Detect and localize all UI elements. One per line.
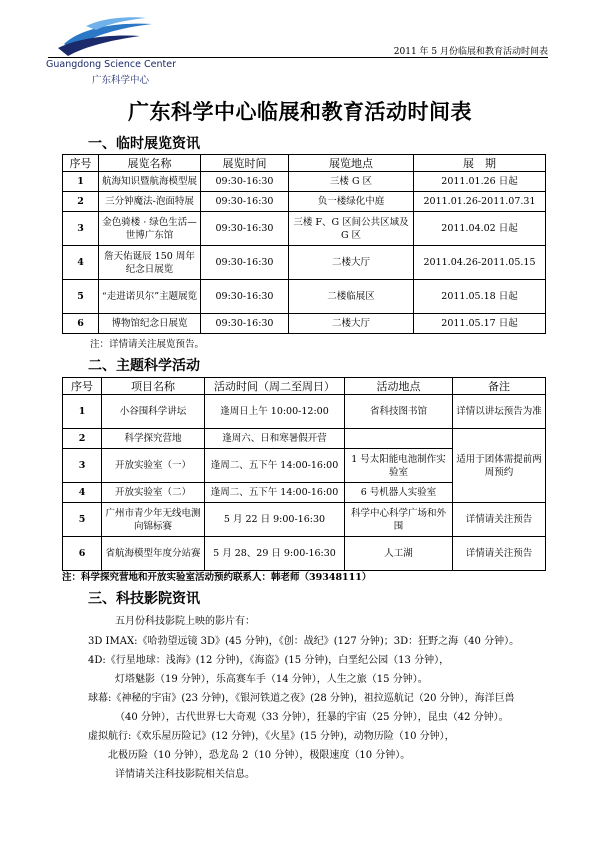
film-intro: 五月份科技影院上映的影片有： — [115, 616, 255, 627]
row-remark: 详情以讲坛预告为准 — [453, 395, 546, 429]
row-no: 4 — [63, 246, 99, 280]
film-line-3d: 3D IMAX:《哈勃望远镜 3D》(45 分钟)，《创：战纪》(127 分钟)；3D：狂野之海（40 分钟）。 — [88, 636, 520, 647]
row-period: 2011.05.18 日起 — [414, 280, 546, 314]
row-place: 三楼 G 区 — [289, 172, 414, 192]
row-place: 负一楼绿化中庭 — [289, 192, 414, 212]
header-time: 展览时间 — [201, 155, 289, 172]
table-header-row — [63, 155, 546, 172]
row-name: 省航海模型年度分站赛 — [102, 537, 205, 571]
logo-swoosh-icon — [56, 14, 156, 58]
row-place — [345, 429, 453, 449]
table-row — [63, 314, 546, 334]
row-no: 2 — [63, 192, 99, 212]
table-row — [63, 172, 546, 192]
film-line-dome: 球幕:《神秘的宇宙》(23 分钟)，《银河铁道之夜》(28 分钟)，祖拉巡航记（20 分钟），海洋巨兽 — [88, 693, 515, 704]
header-no: 序号 — [63, 155, 99, 172]
row-place: 三楼 F、G 区间公共区域及 G 区 — [289, 212, 414, 246]
row-no: 6 — [63, 537, 102, 571]
row-time: 09:30-16:30 — [201, 212, 289, 246]
table-row — [63, 503, 546, 537]
row-time: 09:30-16:30 — [201, 314, 289, 334]
row-name: 广州市青少年无线电测向锦标赛 — [102, 503, 205, 537]
section2-note: 注：科学探究营地和开放实验室活动预约联系人：韩老师（39348111） — [62, 572, 372, 583]
row-name: 开放实验室（二） — [102, 483, 205, 503]
activity-table — [62, 377, 546, 571]
film-line-virtual: 虚拟航行:《欢乐屋历险记》(12 分钟)，《火星》(15 分钟)，动物历险（10 分钟）， — [88, 731, 455, 742]
row-place: 二楼临展区 — [289, 280, 414, 314]
row-place: 省科技图书馆 — [345, 395, 453, 429]
section3-heading: 三、科技影院资讯 — [88, 591, 200, 607]
table-row — [63, 192, 546, 212]
table-row — [63, 280, 546, 314]
table-row — [63, 429, 546, 449]
row-no: 3 — [63, 212, 99, 246]
row-name: 科学探究营地 — [102, 429, 205, 449]
row-place: 1 号太阳能电池制作实验室 — [345, 449, 453, 483]
row-time: 逢周六、日和寒暑假开营 — [205, 429, 345, 449]
table-row — [63, 395, 546, 429]
row-name: “走进诺贝尔”主题展览 — [99, 280, 201, 314]
section1-note: 注：详情请关注展览预告。 — [90, 339, 205, 350]
section1-heading: 一、临时展览资讯 — [88, 136, 200, 152]
table-row — [63, 212, 546, 246]
header-period: 展 期 — [414, 155, 546, 172]
row-period: 2011.04.02 日起 — [414, 212, 546, 246]
row-name: 三分钟魔法-泡面特展 — [99, 192, 201, 212]
row-no: 1 — [63, 172, 99, 192]
row-remark: 详情请关注预告 — [453, 503, 546, 537]
row-no: 1 — [63, 395, 102, 429]
row-place: 科学中心科学广场和外围 — [345, 503, 453, 537]
logo-text-cn: 广东科学中心 — [92, 75, 150, 86]
row-name: 小谷围科学讲坛 — [102, 395, 205, 429]
row-no: 4 — [63, 483, 102, 503]
film-line-dome-cont: （40 分钟），古代世界七大奇观（33 分钟），狂暴的宇宙（25 分钟），昆虫（42 分钟）。 — [115, 712, 509, 723]
row-time: 09:30-16:30 — [201, 280, 289, 314]
film-line-virtual-cont: 北极历险（10 分钟），恐龙岛 2（10 分钟），极限速度（10 分钟）。 — [108, 750, 411, 761]
row-time: 5 月 28、29 日 9:00-16:30 — [205, 537, 345, 571]
page-title: 广东科学中心临展和教育活动时间表 — [128, 99, 472, 124]
film-line-4d-cont: 灯塔魅影（19 分钟），乐高赛车手（14 分钟），人生之旅（15 分钟）。 — [115, 674, 428, 685]
section2-heading: 二、主题科学活动 — [88, 358, 200, 374]
table-header-row — [63, 378, 546, 395]
row-time: 逢周日上午 10:00-12:00 — [205, 395, 345, 429]
row-place: 二楼大厅 — [289, 246, 414, 280]
row-time: 09:30-16:30 — [201, 172, 289, 192]
row-time: 逢周二、五下午 14:00-16:00 — [205, 449, 345, 483]
row-period: 2011.01.26 日起 — [414, 172, 546, 192]
row-no: 3 — [63, 449, 102, 483]
header-name: 展览名称 — [99, 155, 201, 172]
row-name: 航海知识暨航海模型展 — [99, 172, 201, 192]
row-no: 6 — [63, 314, 99, 334]
row-remark: 详情请关注预告 — [453, 537, 546, 571]
row-no: 5 — [63, 280, 99, 314]
film-line-4d: 4D:《行星地球：浅海》(12 分钟)，《海盗》(15 分钟)，白垩纪公园（13 分钟）， — [88, 655, 450, 666]
row-no: 2 — [63, 429, 102, 449]
row-time: 09:30-16:30 — [201, 246, 289, 280]
logo-text-en: Guangdong Science Center — [46, 59, 176, 70]
table-row — [63, 537, 546, 571]
row-place: 人工湖 — [345, 537, 453, 571]
row-period: 2011.05.17 日起 — [414, 314, 546, 334]
header-note: 2011 年 5 月份临展和教育活动时间表 — [393, 47, 548, 57]
header-no: 序号 — [63, 378, 102, 395]
row-time: 09:30-16:30 — [201, 192, 289, 212]
header-name: 项目名称 — [102, 378, 205, 395]
header-place: 展览地点 — [289, 155, 414, 172]
row-name: 开放实验室（一） — [102, 449, 205, 483]
row-no: 5 — [63, 503, 102, 537]
table-row — [63, 246, 546, 280]
row-place: 二楼大厅 — [289, 314, 414, 334]
row-name: 博物馆纪念日展览 — [99, 314, 201, 334]
film-footer-note: 详情请关注科技影院相关信息。 — [115, 769, 255, 780]
row-time: 逢周二、五下午 14:00-16:00 — [205, 483, 345, 503]
row-period: 2011.04.26-2011.05.15 — [414, 246, 546, 280]
row-time: 5 月 22 日 9:00-16:30 — [205, 503, 345, 537]
row-name: 詹天佑诞辰 150 周年纪念日展览 — [99, 246, 201, 280]
header-divider — [48, 57, 548, 58]
header-place: 活动地点 — [345, 378, 453, 395]
exhibition-table — [62, 154, 546, 334]
row-period: 2011.01.26-2011.07.31 — [414, 192, 546, 212]
row-place: 6 号机器人实验室 — [345, 483, 453, 503]
header-time: 活动时间（周二至周日） — [205, 378, 345, 395]
row-remark: 适用于团体需提前两周预约 — [453, 429, 546, 503]
logo — [46, 14, 206, 84]
header-remark: 备注 — [453, 378, 546, 395]
row-name: 金色骑楼 · 绿色生活—世博广东馆 — [99, 212, 201, 246]
